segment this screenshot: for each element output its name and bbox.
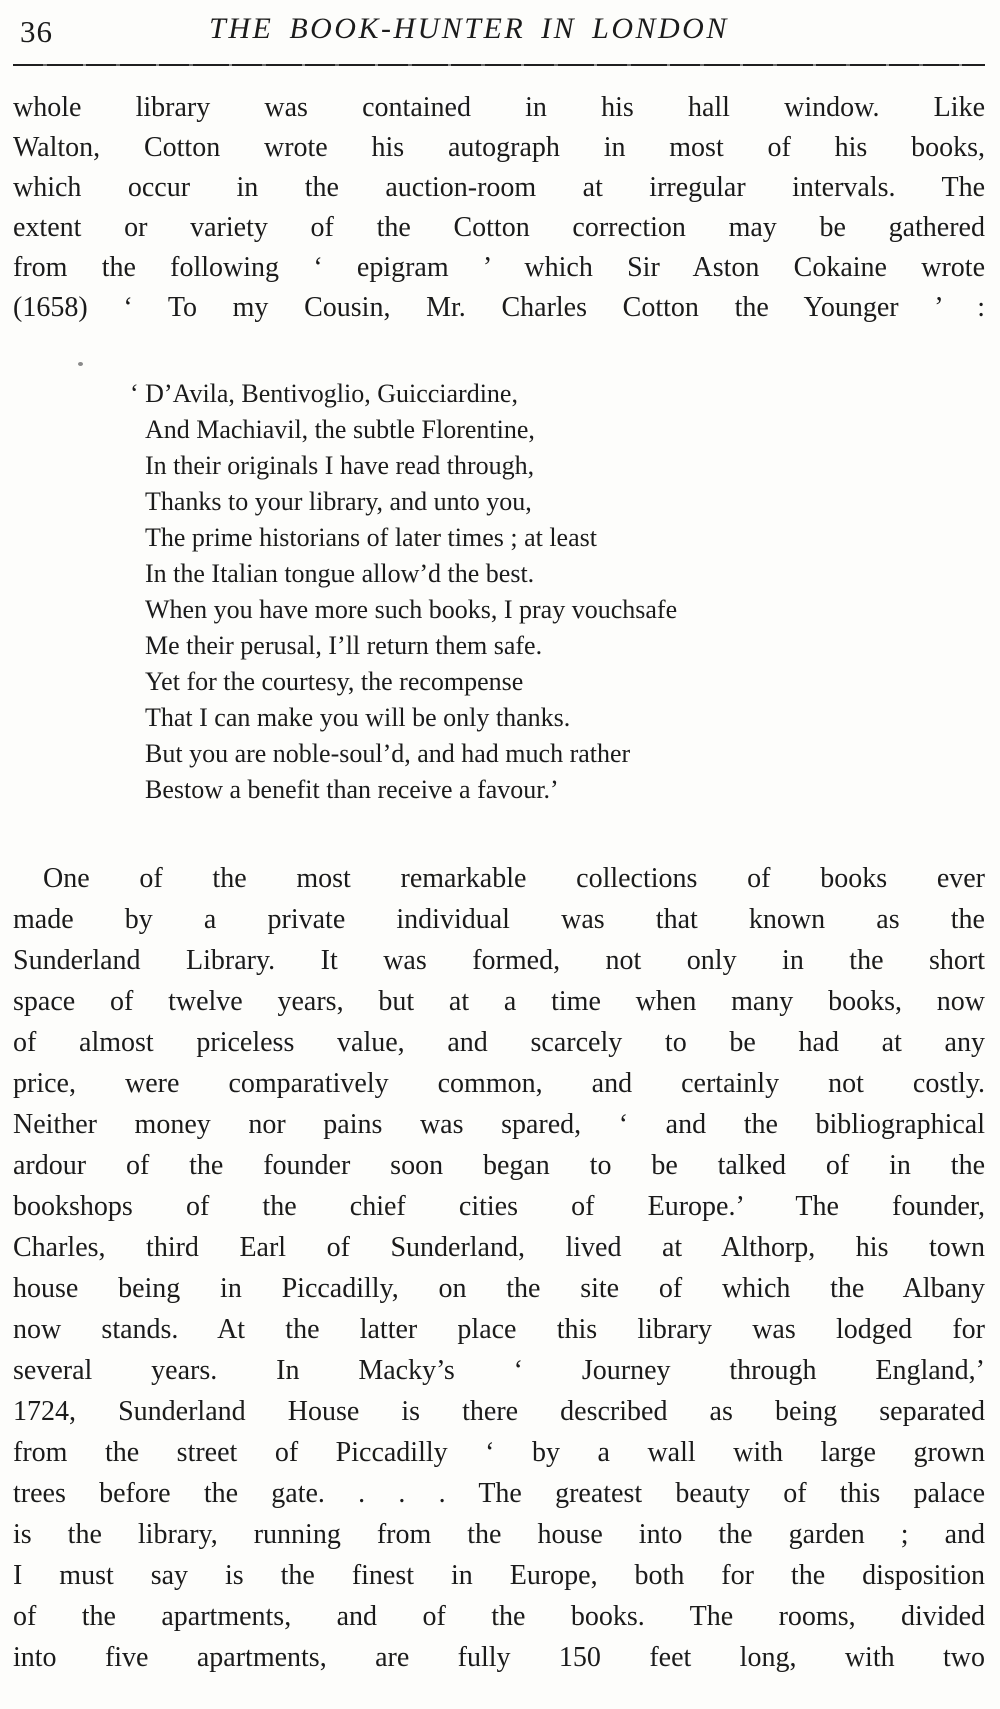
text-line: But you are noble-soul’d, and had much rather (145, 739, 631, 768)
text-line: Bestow a benefit than receive a favour.’ (145, 775, 559, 804)
text-line: That I can make you will be only thanks. (145, 703, 571, 732)
text-line: Neither money nor pains was spared, ‘ and the bibliographical (13, 1109, 985, 1140)
text-line: from the street of Piccadilly ‘ by a wall with large grown (13, 1437, 985, 1468)
paragraph-cotton (13, 88, 985, 328)
text-line: Me their perusal, I’ll return them safe. (145, 631, 543, 660)
text-line: whole library was contained in his hall window. Like (13, 92, 985, 123)
text-line: I must say is the finest in Europe, both for the disposition (13, 1560, 985, 1591)
text-line: of the apartments, and of the books. The rooms, divided (13, 1601, 985, 1632)
text-line: The prime historians of later times ; at least (145, 523, 597, 552)
page-body (13, 88, 985, 1678)
text-line: In the Italian tongue allow’d the best. (145, 559, 535, 588)
text-line: into five apartments, are fully 150 feet long, with two (13, 1642, 985, 1673)
page-header (13, 12, 985, 52)
text-line: house being in Piccadilly, on the site of which the Albany (13, 1273, 985, 1304)
text-line: In their originals I have read through, (145, 451, 535, 480)
text-line: Walton, Cotton wrote his autograph in most of his books, (13, 132, 985, 163)
text-line: When you have more such books, I pray vouchsafe (145, 595, 678, 624)
paragraph-sunderland-library (13, 858, 985, 1678)
running-title: THE BOOK-HUNTER IN LONDON (209, 12, 729, 45)
text-line: ardour of the founder soon began to be talked of in the (13, 1150, 985, 1181)
text-line: which occur in the auction-room at irregular intervals. The (13, 172, 985, 203)
text-line: One of the most remarkable collections of books ever (43, 863, 985, 894)
header-rule (13, 64, 985, 66)
text-line: price, were comparatively common, and certainly not costly. (13, 1068, 985, 1099)
text-line: several years. In Macky’s ‘ Journey through England,’ (13, 1355, 985, 1386)
text-line: extent or variety of the Cotton correction may be gathered (13, 212, 985, 243)
text-line: And Machiavil, the subtle Florentine, (145, 415, 535, 444)
text-line: (1658) ‘ To my Cousin, Mr. Charles Cotton the Younger ’ : (13, 292, 985, 323)
text-line: bookshops of the chief cities of Europe.’ The founder, (13, 1191, 985, 1222)
text-line: trees before the gate. . . . The greatest beauty of this palace (13, 1478, 985, 1509)
text-line: Charles, third Earl of Sunderland, lived at Althorp, his town (13, 1232, 985, 1263)
text-line: space of twelve years, but at a time when many books, now (13, 986, 985, 1017)
text-line: of almost priceless value, and scarcely to be had at any (13, 1027, 985, 1058)
text-line: Yet for the courtesy, the recompense (145, 667, 524, 696)
text-line: made by a private individual was that known as the (13, 904, 985, 935)
text-line: now stands. At the latter place this library was lodged for (13, 1314, 985, 1345)
page-number: 36 (20, 14, 53, 49)
text-line: Thanks to your library, and unto you, (145, 487, 532, 516)
text-line: from the following ‘ epigram ’ which Sir Aston Cokaine wrote (13, 252, 985, 283)
text-line: Sunderland Library. It was formed, not only in the short (13, 945, 985, 976)
text-line: is the library, running from the house into the garden ; and (13, 1519, 985, 1550)
poem-epigram (13, 376, 985, 808)
text-line: ‘ D’Avila, Bentivoglio, Guicciardine, (130, 379, 518, 408)
scan-speck (78, 362, 83, 366)
text-line: 1724, Sunderland House is there described as being separated (13, 1396, 985, 1427)
